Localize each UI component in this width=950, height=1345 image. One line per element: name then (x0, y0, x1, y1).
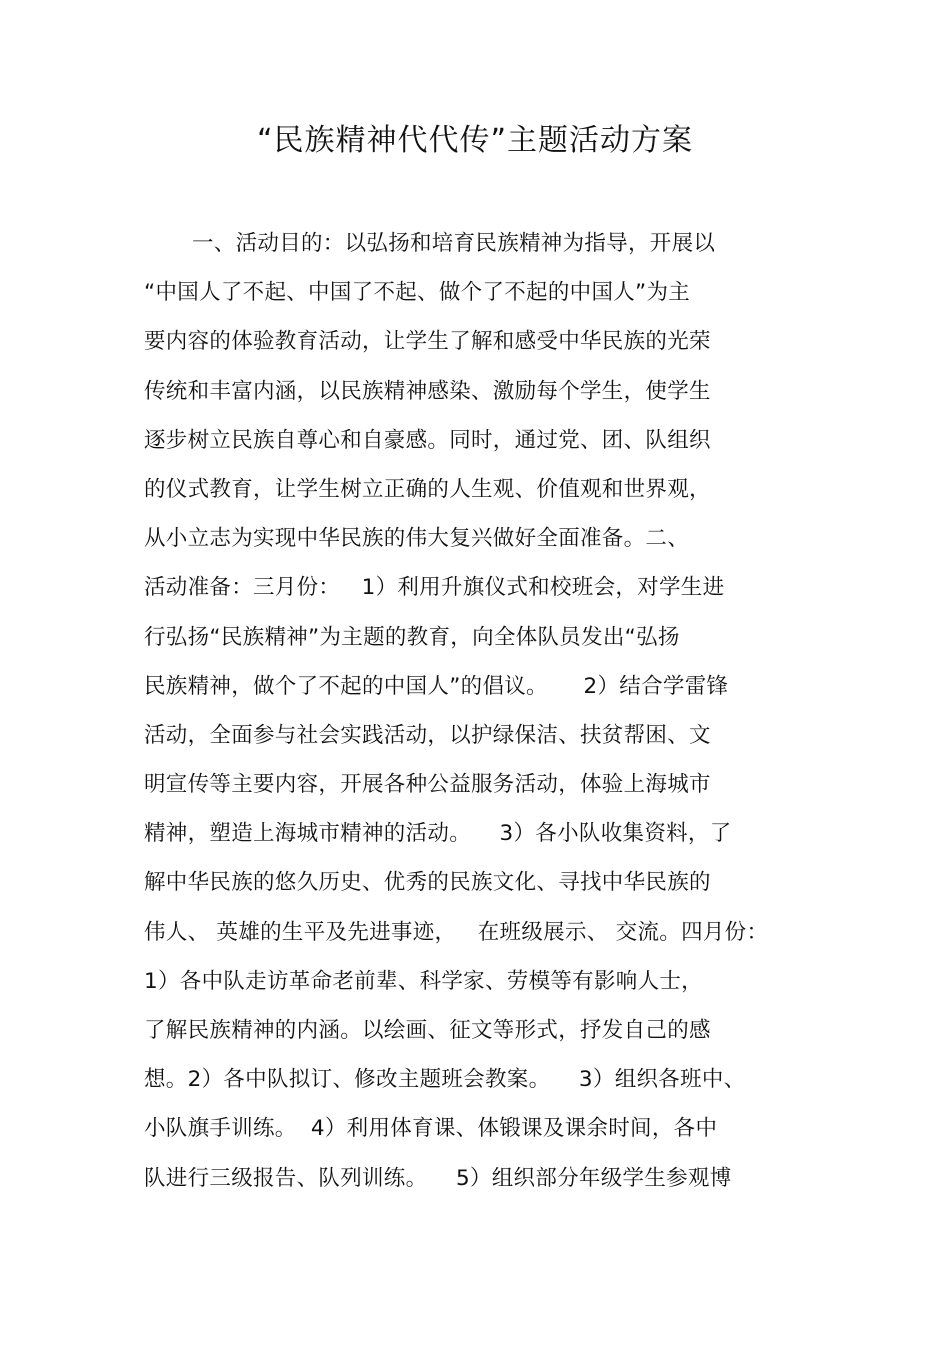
body-line: 民族精神，做个了不起的中国人”的倡议。 2）结合学雷锋 (144, 673, 729, 699)
body-line: 的仪式教育，让学生树立正确的人生观、价值观和世界观， (144, 476, 711, 502)
body-line: 传统和丰富内涵，以民族精神感染、激励每个学生，使学生 (144, 378, 711, 404)
document-title: “民族精神代代传”主题活动方案 (256, 123, 694, 158)
body-line: 一、活动目的：以弘扬和培育民族精神为指导，开展以 (192, 231, 716, 256)
body-line: 队进行三级报告、队列训练。 5）组织部分年级学生参观博 (144, 1165, 732, 1191)
body-line: 逐步树立民族自尊心和自豪感。同时，通过党、团、队组织 (144, 427, 711, 453)
body-line: 明宣传等主要内容，开展各种公益服务活动，体验上海城市 (144, 772, 711, 798)
body-line: 解中华民族的悠久历史、优秀的民族文化、寻找中华民族的 (144, 870, 711, 896)
body-line: 小队旗手训练。 4）利用体育课、体锻课及课余时间，各中 (144, 1116, 718, 1142)
body-line: 活动，全面参与社会实践活动，以护绿保洁、扶贫帮困、文 (144, 722, 711, 748)
body-line: “中国人了不起、中国了不起、做个了不起的中国人”为主 (144, 280, 691, 306)
body-line: 1）各中队走访革命老前辈、科学家、劳模等有影响人士， (144, 968, 703, 994)
body-line: 了解民族精神的内涵。以绘画、征文等形式，抒发自己的感 (144, 1018, 711, 1043)
body-line: 要内容的体验教育活动，让学生了解和感受中华民族的光荣 (144, 329, 711, 355)
body-line: 想。2）各中队拟订、修改主题班会教案。 3）组织各班中、 (144, 1067, 746, 1093)
body-line: 行弘扬“民族精神”为主题的教育，向全体队员发出“弘扬 (144, 624, 680, 650)
body-line: 伟人、 英雄的生平及先进事迹， 在班级展示、 交流。四月份： (144, 919, 769, 945)
body-line: 精神，塑造上海城市精神的活动。 3）各小队收集资料，了 (144, 821, 732, 847)
document-body (144, 219, 844, 1203)
body-line: 从小立志为实现中华民族的伟大复兴做好全面准备。二、 (144, 526, 690, 552)
body-line: 活动准备：三月份： 1）利用升旗仪式和校班会，对学生进 (144, 575, 725, 601)
